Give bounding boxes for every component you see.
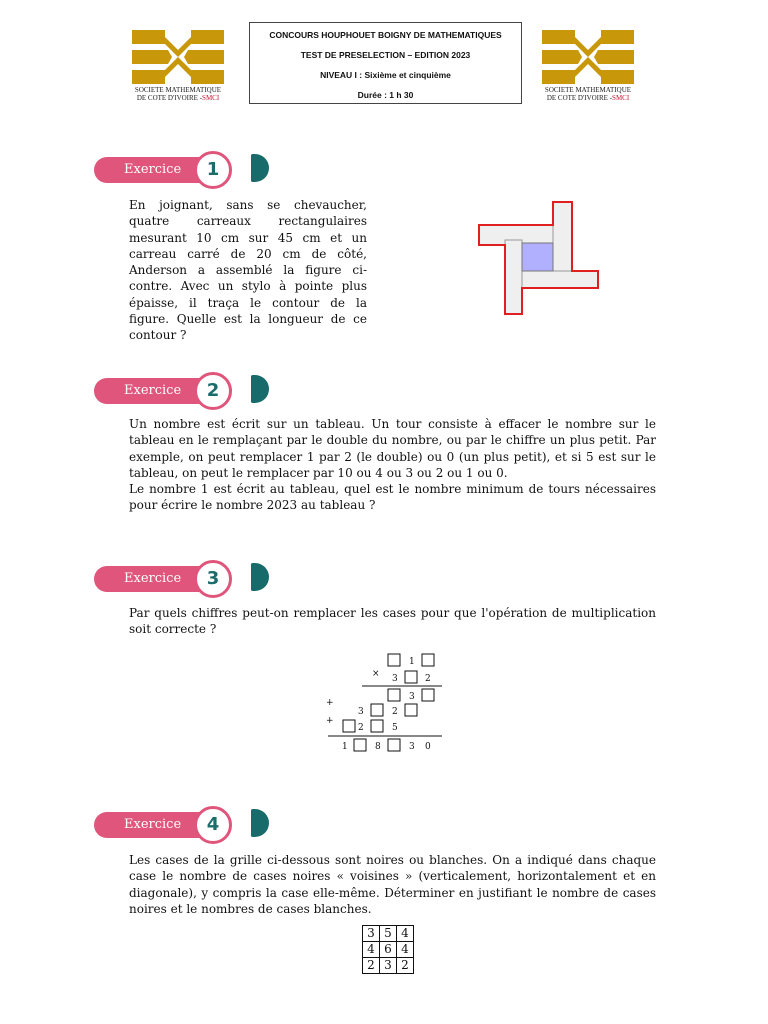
grid-cell[interactable]: 2 <box>397 958 414 974</box>
pinwheel-figure <box>478 201 602 317</box>
digit: 3 <box>358 707 364 717</box>
grid-cell[interactable]: 4 <box>397 926 414 942</box>
d-shape-icon <box>251 809 269 837</box>
digit: 3 <box>392 674 398 684</box>
grid-cell[interactable]: 3 <box>380 958 397 974</box>
duration: Durée : 1 h 30 <box>357 90 414 100</box>
d-shape-icon <box>251 154 269 182</box>
blank-box[interactable] <box>371 704 383 716</box>
plus-sign: + <box>326 698 334 708</box>
digit: 2 <box>392 707 398 717</box>
grid-row <box>363 958 414 974</box>
exercise-1-text: En joignant, sans se chevaucher, quatre carreaux rectangulaires mesurant 10 cm sur 45 cm et un carreau carré de 20 cm de côté, Anderson a assemblé la figure ci- contre. Avec un stylo à pointe plus épaisse, il traça le contour de la figure. Quelle est la longueur de ce contour ? <box>129 198 367 343</box>
blank-box[interactable] <box>371 720 383 732</box>
grid-cell[interactable]: 3 <box>363 926 380 942</box>
digit: 0 <box>425 742 431 752</box>
exercise-1-header <box>94 150 284 190</box>
exercise-label: Exercice <box>124 162 182 177</box>
grid-cell[interactable]: 4 <box>397 942 414 958</box>
exercise-number: 1 <box>194 151 232 189</box>
exercise-3-text: Par quels chiffres peut-on remplacer les cases pour que l'opération de multiplication soit correcte ? <box>129 606 656 637</box>
smci-emblem-icon <box>538 28 638 86</box>
digit: 2 <box>358 723 364 733</box>
blank-box[interactable] <box>388 689 400 701</box>
exercise-2-question: Le nombre 1 est écrit au tableau, quel est le nombre minimum de tours nécessaires pour écrire le nombre 2023 au tableau ? <box>129 482 656 513</box>
exercise-label: Exercice <box>124 571 182 586</box>
blank-box[interactable] <box>405 704 417 716</box>
contest-title-box <box>249 22 522 104</box>
multiplication-puzzle <box>326 648 444 760</box>
blank-box[interactable] <box>343 720 355 732</box>
blank-box[interactable] <box>422 654 434 666</box>
d-shape-icon <box>251 563 269 591</box>
grid-cell[interactable]: 6 <box>380 942 397 958</box>
smci-emblem-icon <box>128 28 228 86</box>
blank-box[interactable] <box>388 654 400 666</box>
exercise-number: 2 <box>194 372 232 410</box>
digit: 2 <box>425 674 431 684</box>
exercise-4-text: Les cases de la grille ci-dessous sont noires ou blanches. On a indiqué dans chaque case le nombre de cases noires « voisines » (verticalement, horizontalement et en diagonale), y compris la case elle-même. Déterminer en justifiant le nombre de cases noires et le nombres de cases blanches. <box>129 853 656 916</box>
contest-name: CONCOURS HOUPHOUET BOIGNY DE MATHEMATIQUES <box>269 30 502 40</box>
d-shape-icon <box>251 375 269 403</box>
smci-logo-right <box>538 28 638 102</box>
exercise-3-header <box>94 559 284 599</box>
digit: 3 <box>409 692 415 702</box>
blank-box[interactable] <box>405 671 417 683</box>
grid-row <box>363 926 414 942</box>
exercise-label: Exercice <box>124 817 182 832</box>
times-sign: × <box>372 669 380 679</box>
logo-caption: SOCIETE MATHEMATIQUE DE COTE D'IVOIRE -SMCI <box>134 86 222 102</box>
grid-cell[interactable]: 5 <box>380 926 397 942</box>
level: NIVEAU I : Sixième et cinquième <box>320 70 451 80</box>
plus-sign: + <box>326 716 334 726</box>
grid-cell[interactable]: 4 <box>363 942 380 958</box>
logo-caption: SOCIETE MATHEMATIQUE DE COTE D'IVOIRE -SMCI <box>544 86 632 102</box>
digit: 1 <box>409 657 415 667</box>
test-edition: TEST DE PRESELECTION – EDITION 2023 <box>300 50 471 60</box>
digit: 1 <box>342 742 348 752</box>
exercise-4-header <box>94 805 284 845</box>
grid-row <box>363 942 414 958</box>
exercise-number: 4 <box>194 806 232 844</box>
grid-cell[interactable]: 2 <box>363 958 380 974</box>
smci-logo-left <box>128 28 228 102</box>
number-grid <box>362 925 414 974</box>
exercise-number: 3 <box>194 560 232 598</box>
blank-box[interactable] <box>388 739 400 751</box>
exercise-2-header <box>94 371 284 411</box>
blank-box[interactable] <box>422 689 434 701</box>
exercise-2-text: Un nombre est écrit sur un tableau. Un tour consiste à effacer le nombre sur le tableau en le remplaçant par le double du nombre, ou par le chiffre un plus petit. Par exemple, on peut remplacer 1 par 2 (le double) ou 0 (un plus petit), et si 5 est sur le tableau, on peut le remplacer par 10 ou 4 ou 3 ou 2 ou 1 ou 0. <box>129 417 656 480</box>
exercise-label: Exercice <box>124 383 182 398</box>
blank-box[interactable] <box>354 739 366 751</box>
digit: 3 <box>409 742 415 752</box>
digit: 8 <box>375 742 381 752</box>
digit: 5 <box>392 723 398 733</box>
